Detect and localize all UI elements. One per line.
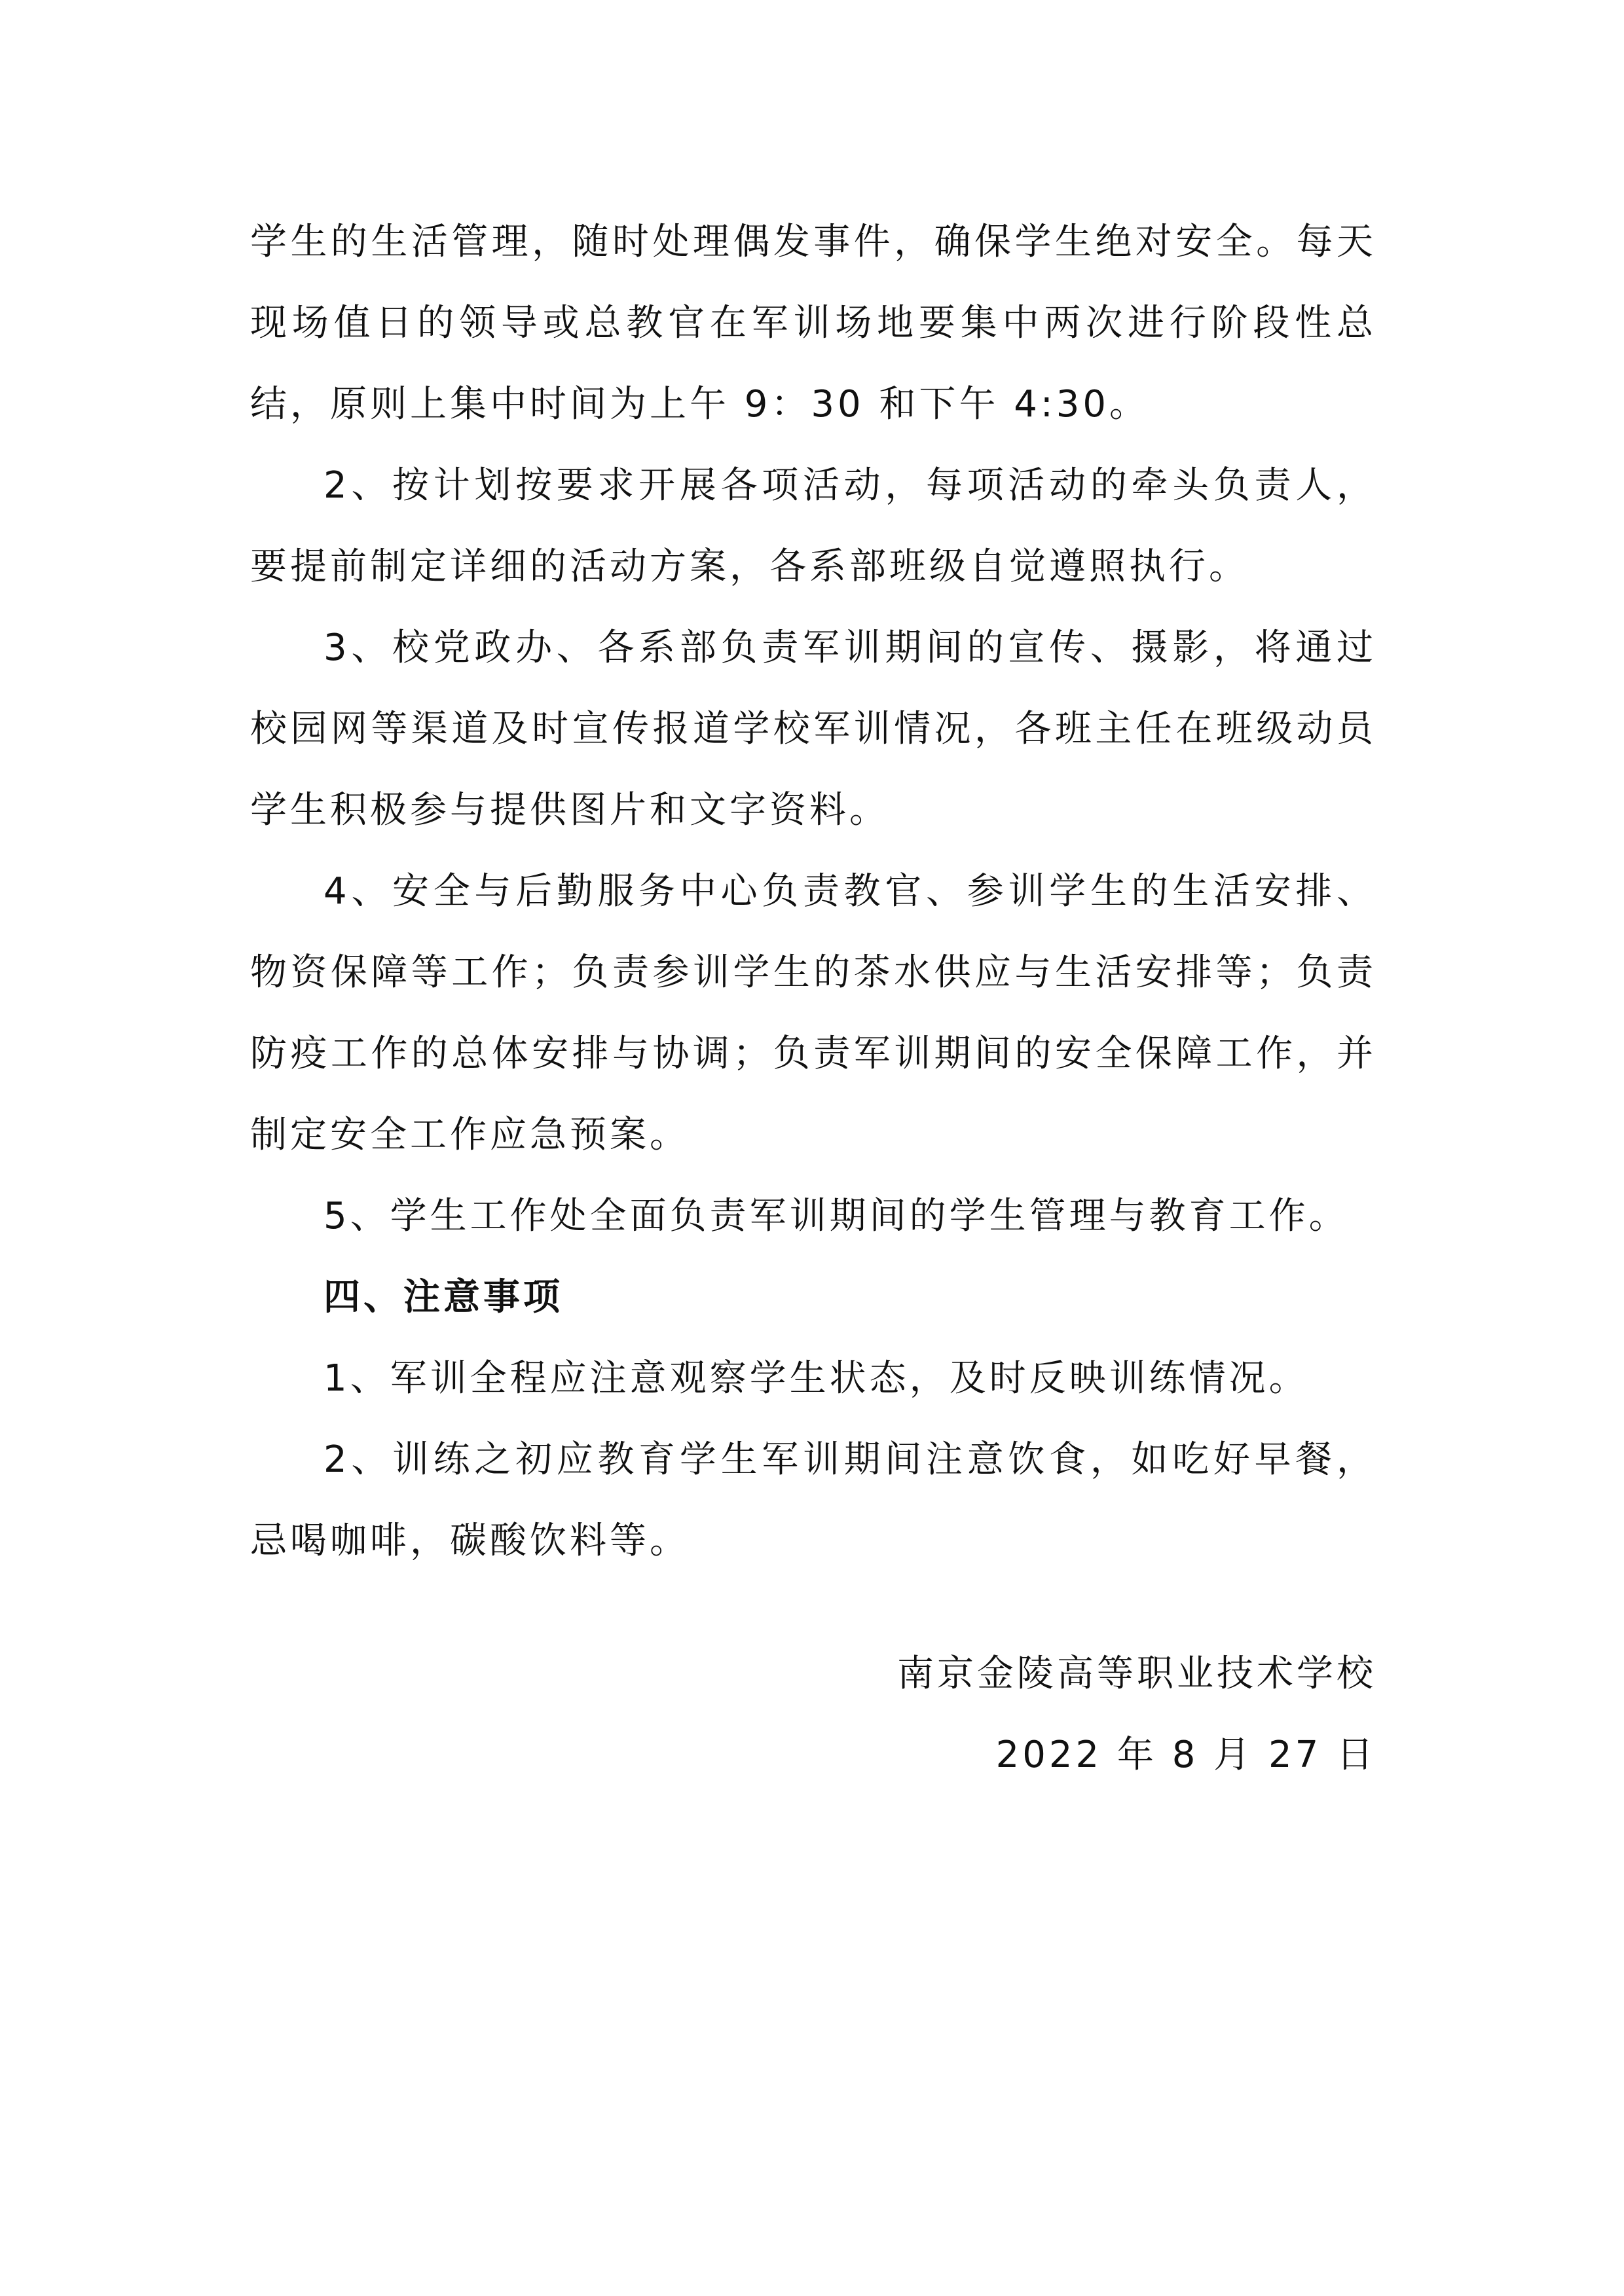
- paragraph-notice-2: 2、训练之初应教育学生军训期间注意饮食，如吃好早餐，忌喝咖啡，碳酸饮料等。: [250, 1438, 1376, 1562]
- signature-date: 2022 年 8 月 27 日: [995, 1734, 1376, 1776]
- document-body: [250, 202, 1376, 1582]
- paragraph-item-5: 5、学生工作处全面负责军训期间的学生管理与教育工作。: [323, 1195, 1349, 1237]
- signature-block: [897, 1633, 1376, 1796]
- paragraph-notice-1: 1、军训全程应注意观察学生状态，及时反映训练情况。: [323, 1357, 1309, 1400]
- paragraph-item-2: 2、按计划按要求开展各项活动，每项活动的牵头负责人，要提前制定详细的活动方案，各系部班级自觉遵照执行。: [250, 464, 1376, 588]
- signature-organization: 南京金陵高等职业技术学校: [897, 1652, 1376, 1695]
- section-heading: 四、注意事项: [323, 1276, 563, 1319]
- paragraph-continuation: 学生的生活管理，随时处理偶发事件，确保学生绝对安全。每天现场值日的领导或总教官在军训场地要集中两次进行阶段性总结，原则上集中时间为上午 9：30 和下午 4:30。: [250, 221, 1376, 426]
- paragraph-item-4: 4、安全与后勤服务中心负责教官、参训学生的生活安排、物资保障等工作；负责参训学生的茶水供应与生活安排等；负责防疫工作的总体安排与协调；负责军训期间的安全保障工作，并制定安全工作应急预案。: [250, 870, 1376, 1156]
- paragraph-item-3: 3、校党政办、各系部负责军训期间的宣传、摄影，将通过校园网等渠道及时宣传报道学校军训情况，各班主任在班级动员学生积极参与提供图片和文字资料。: [250, 627, 1376, 831]
